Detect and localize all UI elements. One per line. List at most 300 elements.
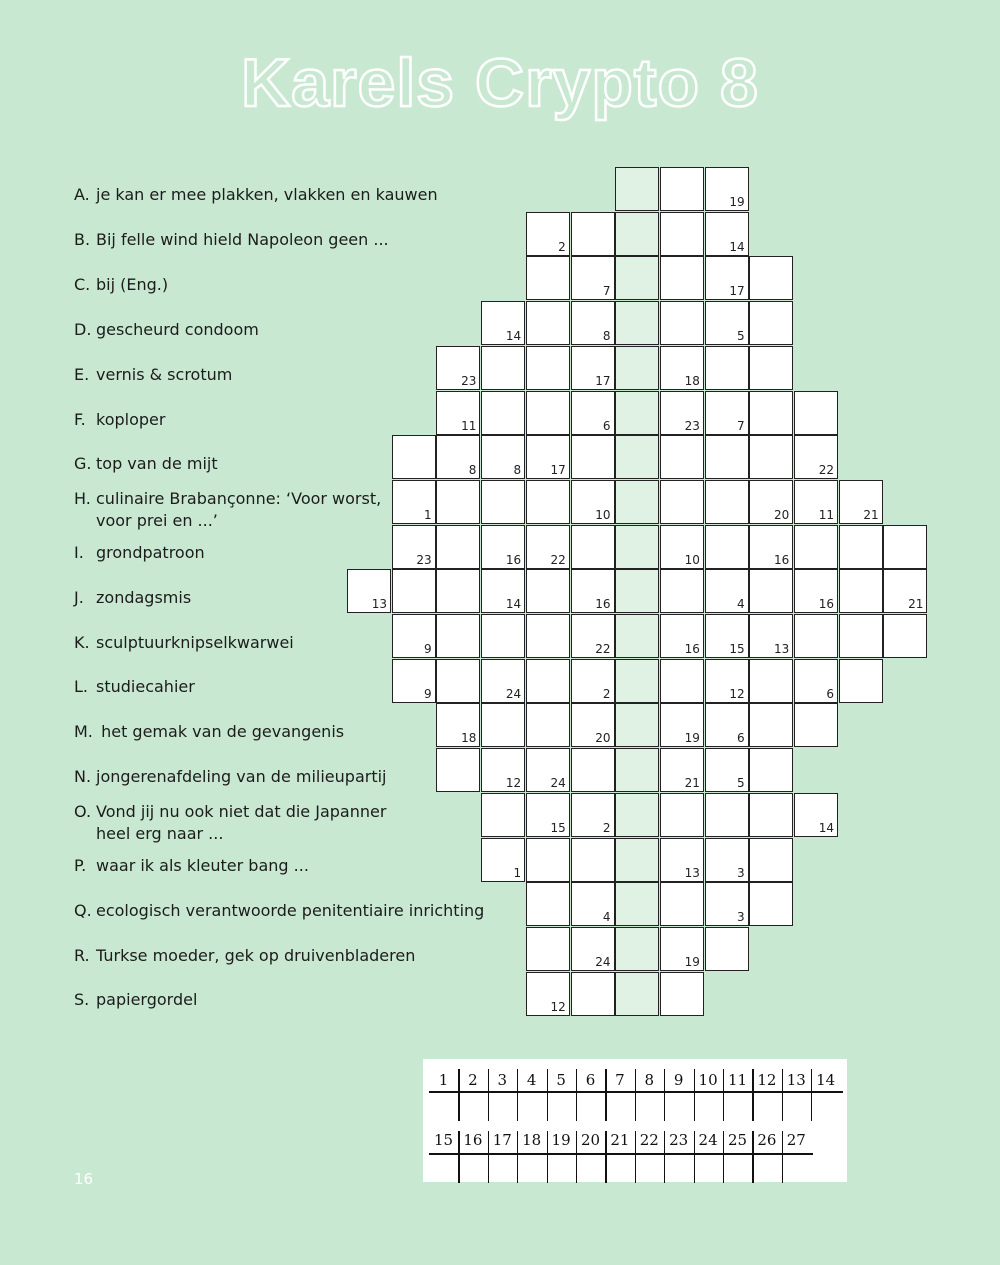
- grid-cell[interactable]: [481, 838, 525, 882]
- grid-cell[interactable]: [571, 391, 615, 435]
- grid-cell[interactable]: [794, 525, 838, 569]
- cell-number: 24: [595, 954, 611, 969]
- cell-number: 23: [416, 552, 432, 567]
- clue-letter: D.: [74, 320, 92, 339]
- grid-cell[interactable]: [749, 838, 793, 882]
- grid-cell[interactable]: [481, 659, 525, 703]
- key-number: 22: [639, 1131, 659, 1149]
- grid-cell[interactable]: [436, 346, 480, 390]
- cell-number: 4: [602, 910, 611, 925]
- key-divider: [723, 1131, 724, 1183]
- grid-cell[interactable]: [436, 703, 480, 747]
- key-divider: [694, 1069, 695, 1121]
- grid-cell[interactable]: [571, 838, 615, 882]
- clue-text: Vond jij nu ook niet dat die Japanner: [96, 802, 387, 821]
- key-answer-slot[interactable]: [607, 1155, 632, 1181]
- clue-text: zondagsmis: [96, 588, 192, 607]
- grid-cell-solution[interactable]: [615, 659, 659, 703]
- grid-cell-solution[interactable]: [615, 703, 659, 747]
- key-answer-slot[interactable]: [754, 1093, 779, 1119]
- page-number: 16: [74, 1170, 94, 1188]
- cell-number: 14: [818, 820, 834, 835]
- cell-number: 17: [595, 373, 611, 388]
- key-answer-slot[interactable]: [549, 1155, 574, 1181]
- grid-cell[interactable]: [705, 793, 749, 837]
- cell-number: 2: [602, 686, 611, 701]
- key-divider: [458, 1131, 459, 1183]
- grid-cell[interactable]: [526, 614, 570, 658]
- grid-cell-solution[interactable]: [615, 972, 659, 1016]
- key-divider: [547, 1131, 548, 1183]
- grid-cell[interactable]: [660, 525, 704, 569]
- grid-cell[interactable]: [571, 480, 615, 524]
- key-answer-slot[interactable]: [460, 1093, 485, 1119]
- grid-cell[interactable]: [571, 882, 615, 926]
- key-divider: [752, 1069, 753, 1121]
- grid-cell-solution[interactable]: [615, 927, 659, 971]
- grid-cell[interactable]: [839, 525, 883, 569]
- key-divider: [488, 1131, 489, 1183]
- cell-number: 3: [736, 910, 745, 925]
- clue-text: ecologisch verantwoorde penitentiaire inrichting: [96, 901, 485, 920]
- grid-cell[interactable]: [481, 748, 525, 792]
- grid-cell[interactable]: [839, 614, 883, 658]
- clue-text: Bij felle wind hield Napoleon geen ...: [96, 230, 389, 249]
- key-number: 14: [816, 1071, 836, 1089]
- grid-cell[interactable]: [571, 703, 615, 747]
- cell-number: 21: [908, 597, 924, 612]
- key-answer-slot[interactable]: [637, 1155, 662, 1181]
- cell-number: 1: [513, 865, 522, 880]
- key-number: 20: [580, 1131, 601, 1149]
- grid-cell[interactable]: [705, 614, 749, 658]
- grid-cell[interactable]: [481, 435, 525, 479]
- cell-number: 9: [424, 686, 432, 701]
- grid-cell[interactable]: [660, 301, 704, 345]
- grid-cell[interactable]: [749, 659, 793, 703]
- grid-cell[interactable]: [749, 614, 793, 658]
- key-number: 27: [786, 1131, 806, 1149]
- grid-cell[interactable]: [660, 838, 704, 882]
- grid-cell[interactable]: [392, 569, 436, 613]
- key-number: 3: [497, 1071, 508, 1089]
- clue-letter: M.: [74, 722, 93, 741]
- cell-number: 18: [461, 731, 477, 746]
- clue-text: Turkse moeder, gek op druivenbladeren: [96, 946, 416, 965]
- grid-cell[interactable]: [705, 212, 749, 256]
- grid-cell[interactable]: [660, 391, 704, 435]
- clue-item: [74, 409, 165, 431]
- grid-cell-solution[interactable]: [615, 838, 659, 882]
- key-answer-slot[interactable]: [490, 1093, 515, 1119]
- grid-cell[interactable]: [794, 659, 838, 703]
- grid-cell[interactable]: [705, 569, 749, 613]
- grid-cell[interactable]: [481, 301, 525, 345]
- grid-cell[interactable]: [705, 882, 749, 926]
- grid-cell[interactable]: [436, 480, 480, 524]
- grid-cell[interactable]: [749, 882, 793, 926]
- grid-cell[interactable]: [660, 569, 704, 613]
- key-divider: [782, 1131, 783, 1183]
- clue-item: [74, 721, 344, 743]
- key-answer-slot[interactable]: [754, 1155, 779, 1181]
- grid-cell[interactable]: [481, 703, 525, 747]
- key-number: 16: [463, 1131, 483, 1149]
- grid-cell[interactable]: [705, 301, 749, 345]
- key-divider: [488, 1069, 489, 1121]
- grid-cell[interactable]: [526, 882, 570, 926]
- grid-cell[interactable]: [839, 480, 883, 524]
- key-answer-slot[interactable]: [549, 1093, 574, 1119]
- key-number: 18: [522, 1131, 542, 1149]
- key-number: 2: [468, 1071, 478, 1089]
- cell-number: 24: [550, 776, 566, 791]
- grid-cell[interactable]: [526, 256, 570, 300]
- key-answer-slot[interactable]: [637, 1093, 662, 1119]
- grid-cell-solution[interactable]: [615, 748, 659, 792]
- key-divider: [752, 1131, 753, 1183]
- cell-number: 2: [558, 239, 566, 254]
- key-number: 4: [526, 1071, 537, 1089]
- grid-cell[interactable]: [347, 569, 391, 613]
- key-divider: [694, 1131, 695, 1183]
- clue-item: [74, 184, 438, 206]
- grid-cell[interactable]: [436, 525, 480, 569]
- cell-number: 24: [505, 686, 522, 701]
- cell-number: 19: [729, 195, 745, 209]
- grid-cell[interactable]: [436, 614, 480, 658]
- key-number: 5: [556, 1071, 566, 1089]
- grid-cell[interactable]: [705, 391, 749, 435]
- cell-number: 9: [424, 642, 432, 656]
- grid-cell[interactable]: [705, 838, 749, 882]
- cell-number: 18: [684, 373, 700, 388]
- cell-number: 11: [818, 507, 834, 522]
- grid-cell-solution[interactable]: [615, 793, 659, 837]
- clue-item: [74, 229, 389, 251]
- key-answer-slot[interactable]: [607, 1093, 632, 1119]
- key-answer-slot[interactable]: [725, 1155, 750, 1181]
- grid-cell[interactable]: [839, 659, 883, 703]
- clue-text: voor prei en ...’: [96, 511, 218, 530]
- grid-cell[interactable]: [794, 793, 838, 837]
- grid-cell[interactable]: [883, 525, 927, 569]
- grid-cell-solution[interactable]: [615, 167, 659, 211]
- clue-letter: O.: [74, 802, 92, 821]
- grid-cell[interactable]: [436, 569, 480, 613]
- clue-item: [74, 319, 259, 341]
- cell-number: 15: [729, 642, 745, 656]
- grid-cell[interactable]: [794, 480, 838, 524]
- grid-cell[interactable]: [571, 256, 615, 300]
- key-number: 9: [673, 1071, 684, 1089]
- grid-cell-solution[interactable]: [615, 882, 659, 926]
- grid-cell[interactable]: [481, 346, 525, 390]
- cell-number: 16: [505, 552, 522, 567]
- grid-cell[interactable]: [436, 391, 480, 435]
- key-number: 24: [698, 1131, 718, 1149]
- grid-cell[interactable]: [660, 659, 704, 703]
- grid-cell[interactable]: [705, 435, 749, 479]
- grid-cell[interactable]: [481, 614, 525, 658]
- grid-cell[interactable]: [526, 569, 570, 613]
- grid-cell[interactable]: [526, 391, 570, 435]
- cell-number: 14: [729, 239, 745, 254]
- grid-cell-solution[interactable]: [615, 614, 659, 658]
- grid-cell[interactable]: [526, 435, 570, 479]
- key-answer-slot[interactable]: [725, 1093, 750, 1119]
- grid-cell[interactable]: [705, 703, 749, 747]
- grid-cell[interactable]: [794, 614, 838, 658]
- clue-letter: R.: [74, 946, 90, 965]
- grid-cell[interactable]: [571, 525, 615, 569]
- grid-cell[interactable]: [571, 569, 615, 613]
- cell-number: 15: [550, 820, 566, 835]
- grid-cell[interactable]: [571, 614, 615, 658]
- grid-cell-solution[interactable]: [615, 391, 659, 435]
- key-answer-slot[interactable]: [431, 1155, 456, 1181]
- cell-number: 16: [818, 597, 834, 612]
- grid-cell[interactable]: [660, 972, 704, 1016]
- grid-cell[interactable]: [705, 346, 749, 390]
- grid-cell[interactable]: [749, 346, 793, 390]
- grid-cell[interactable]: [526, 703, 570, 747]
- key-answer-slot[interactable]: [784, 1155, 809, 1181]
- clue-text: culinaire Brabançonne: ‘Voor worst,: [96, 489, 382, 508]
- grid-cell[interactable]: [839, 569, 883, 613]
- clue-text: sculptuurknipselkwarwei: [96, 633, 294, 652]
- grid-cell[interactable]: [436, 435, 480, 479]
- grid-cell[interactable]: [660, 703, 704, 747]
- cell-number: 23: [684, 418, 700, 433]
- clue-letter: C.: [74, 275, 91, 294]
- cell-number: 17: [550, 463, 566, 478]
- grid-cell[interactable]: [481, 391, 525, 435]
- clue-text: papiergordel: [96, 990, 198, 1009]
- cell-number: 21: [684, 776, 700, 791]
- key-number: 17: [492, 1131, 512, 1149]
- key-answer-slot[interactable]: [666, 1093, 691, 1119]
- key-answer-slot[interactable]: [460, 1155, 485, 1181]
- grid-cell[interactable]: [481, 793, 525, 837]
- clue-text: jongerenafdeling van de milieupartij: [96, 767, 387, 786]
- key-answer-slot[interactable]: [696, 1093, 721, 1119]
- clue-item: [74, 453, 218, 475]
- key-answer-slot[interactable]: [519, 1093, 544, 1119]
- grid-cell[interactable]: [883, 569, 927, 613]
- grid-cell[interactable]: [660, 256, 704, 300]
- clue-text: gescheurd condoom: [96, 320, 259, 339]
- key-answer-slot[interactable]: [666, 1155, 691, 1181]
- grid-cell[interactable]: [481, 480, 525, 524]
- grid-cell[interactable]: [794, 435, 838, 479]
- grid-cell[interactable]: [660, 748, 704, 792]
- key-divider: [547, 1069, 548, 1121]
- grid-cell[interactable]: [705, 480, 749, 524]
- grid-cell[interactable]: [526, 480, 570, 524]
- grid-cell-solution[interactable]: [615, 256, 659, 300]
- grid-cell-solution[interactable]: [615, 301, 659, 345]
- grid-cell[interactable]: [481, 569, 525, 613]
- grid-cell[interactable]: [526, 301, 570, 345]
- grid-cell[interactable]: [526, 212, 570, 256]
- clue-letter: B.: [74, 230, 91, 249]
- grid-cell[interactable]: [571, 927, 615, 971]
- grid-cell[interactable]: [392, 525, 436, 569]
- grid-cell[interactable]: [571, 748, 615, 792]
- cell-number: 6: [736, 731, 745, 746]
- clue-text: koploper: [96, 410, 166, 429]
- key-answer-slot[interactable]: [784, 1093, 809, 1119]
- grid-cell[interactable]: [794, 391, 838, 435]
- grid-cell[interactable]: [660, 927, 704, 971]
- clue-letter: P.: [74, 856, 87, 875]
- grid-cell[interactable]: [571, 659, 615, 703]
- grid-cell[interactable]: [749, 435, 793, 479]
- grid-cell[interactable]: [526, 659, 570, 703]
- grid-cell[interactable]: [481, 525, 525, 569]
- cell-number: 4: [736, 597, 745, 612]
- grid-cell[interactable]: [571, 972, 615, 1016]
- clue-text: bij (Eng.): [96, 275, 169, 294]
- grid-cell[interactable]: [660, 212, 704, 256]
- grid-cell[interactable]: [436, 748, 480, 792]
- grid-cell[interactable]: [749, 301, 793, 345]
- key-divider: [458, 1069, 459, 1121]
- grid-cell[interactable]: [526, 346, 570, 390]
- clue-letter: A.: [74, 185, 90, 204]
- clue-text: je kan er mee plakken, vlakken en kauwen: [96, 185, 438, 204]
- clue-text: top van de mijt: [96, 454, 218, 473]
- cell-number: 13: [684, 865, 700, 880]
- key-answer-slot[interactable]: [519, 1155, 544, 1181]
- clue-text: waar ik als kleuter bang ...: [96, 856, 309, 875]
- grid-cell-solution[interactable]: [615, 346, 659, 390]
- grid-cell[interactable]: [392, 480, 436, 524]
- grid-cell[interactable]: [526, 793, 570, 837]
- cell-number: 10: [595, 507, 611, 522]
- cell-number: 6: [602, 418, 611, 433]
- cell-number: 7: [602, 284, 611, 299]
- grid-cell[interactable]: [705, 256, 749, 300]
- key-answer-slot[interactable]: [578, 1155, 603, 1181]
- cell-number: 14: [505, 597, 522, 612]
- grid-cell[interactable]: [749, 256, 793, 300]
- clue-text: het gemak van de gevangenis: [96, 722, 345, 741]
- grid-cell[interactable]: [749, 569, 793, 613]
- grid-cell[interactable]: [705, 525, 749, 569]
- cell-number: 22: [550, 552, 566, 567]
- cell-number: 3: [736, 865, 745, 880]
- key-answer-slot[interactable]: [813, 1093, 838, 1119]
- grid-cell-solution[interactable]: [615, 435, 659, 479]
- key-answer-slot[interactable]: [696, 1155, 721, 1181]
- key-number: 7: [615, 1071, 625, 1089]
- cell-number: 17: [729, 284, 745, 299]
- grid-cell[interactable]: [571, 346, 615, 390]
- grid-cell[interactable]: [794, 569, 838, 613]
- grid-cell[interactable]: [749, 748, 793, 792]
- cell-number: 11: [461, 418, 477, 433]
- clue-item: [74, 801, 386, 845]
- grid-cell-solution[interactable]: [615, 569, 659, 613]
- grid-cell[interactable]: [571, 793, 615, 837]
- clue-item: [74, 989, 197, 1011]
- grid-cell[interactable]: [749, 480, 793, 524]
- grid-cell[interactable]: [571, 301, 615, 345]
- grid-cell[interactable]: [794, 703, 838, 747]
- grid-cell[interactable]: [749, 391, 793, 435]
- grid-cell[interactable]: [660, 435, 704, 479]
- grid-cell[interactable]: [749, 525, 793, 569]
- key-divider: [635, 1069, 636, 1121]
- grid-cell[interactable]: [392, 435, 436, 479]
- grid-cell-solution[interactable]: [615, 480, 659, 524]
- grid-cell[interactable]: [660, 167, 704, 211]
- clue-letter: I.: [74, 543, 84, 562]
- grid-cell[interactable]: [392, 659, 436, 703]
- cell-number: 13: [774, 642, 790, 656]
- clue-letter: J.: [74, 588, 84, 607]
- cell-number: 16: [595, 597, 611, 612]
- cell-number: 7: [736, 418, 745, 433]
- key-divider: [517, 1069, 518, 1121]
- cell-number: 13: [371, 597, 387, 612]
- grid-cell[interactable]: [526, 525, 570, 569]
- clue-item: [74, 587, 191, 609]
- key-number: 19: [551, 1131, 571, 1149]
- clue-letter: G.: [74, 454, 92, 473]
- grid-cell[interactable]: [705, 659, 749, 703]
- grid-cell[interactable]: [883, 614, 927, 658]
- grid-cell[interactable]: [392, 614, 436, 658]
- grid-cell[interactable]: [660, 480, 704, 524]
- grid-cell[interactable]: [571, 212, 615, 256]
- grid-cell[interactable]: [705, 927, 749, 971]
- clue-item: [74, 676, 195, 698]
- clue-letter: H.: [74, 489, 91, 508]
- clue-item: [74, 364, 232, 386]
- grid-cell-solution[interactable]: [615, 525, 659, 569]
- clue-letter: N.: [74, 767, 92, 786]
- key-divider: [517, 1131, 518, 1183]
- grid-cell[interactable]: [660, 346, 704, 390]
- grid-cell-solution[interactable]: [615, 212, 659, 256]
- grid-cell[interactable]: [749, 703, 793, 747]
- grid-cell[interactable]: [749, 793, 793, 837]
- key-answer-slot[interactable]: [578, 1093, 603, 1119]
- key-answer-slot[interactable]: [431, 1093, 456, 1119]
- grid-cell[interactable]: [571, 435, 615, 479]
- grid-cell[interactable]: [705, 748, 749, 792]
- grid-cell[interactable]: [526, 972, 570, 1016]
- key-answer-slot[interactable]: [490, 1155, 515, 1181]
- clue-item: [74, 855, 309, 877]
- grid-cell[interactable]: [526, 748, 570, 792]
- cell-number: 5: [736, 776, 745, 791]
- grid-cell[interactable]: [526, 838, 570, 882]
- grid-cell[interactable]: [526, 927, 570, 971]
- grid-cell[interactable]: [660, 793, 704, 837]
- clue-item: [74, 632, 294, 654]
- grid-cell[interactable]: [660, 882, 704, 926]
- grid-cell[interactable]: [660, 614, 704, 658]
- cell-number: 2: [602, 820, 611, 835]
- grid-cell[interactable]: [436, 659, 480, 703]
- key-divider: [576, 1069, 577, 1121]
- cell-number: 20: [774, 507, 790, 522]
- grid-cell[interactable]: [705, 167, 749, 211]
